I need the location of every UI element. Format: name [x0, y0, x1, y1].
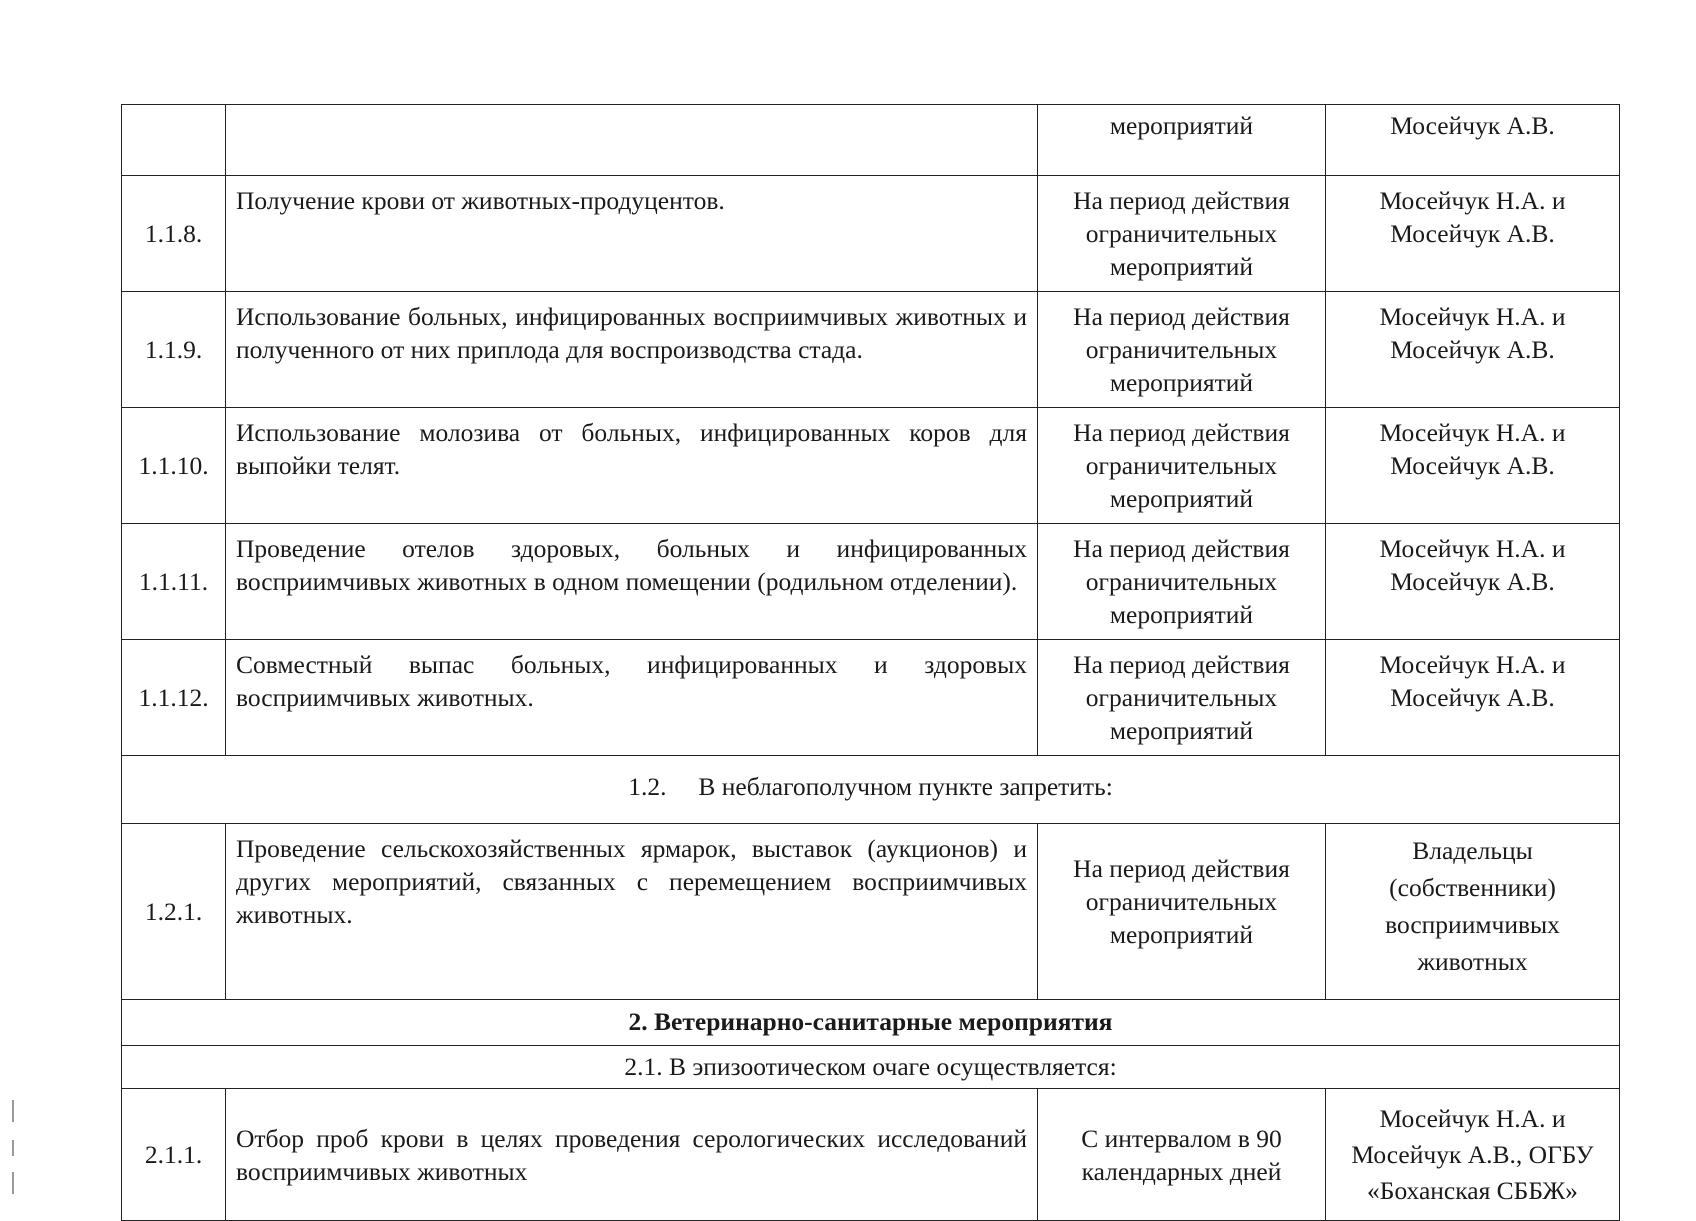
measures-table	[121, 104, 1620, 1221]
row-responsible: Мосейчук Н.А. и Мосейчук А.В.	[1326, 408, 1620, 524]
row-responsible: Мосейчук Н.А. и Мосейчук А.В.	[1326, 292, 1620, 408]
row-number: 1.1.11.	[122, 524, 226, 640]
row-responsible: Мосейчук А.В.	[1326, 105, 1620, 176]
row-number: 1.1.12.	[122, 640, 226, 756]
table-row	[122, 176, 1620, 292]
row-number	[122, 105, 226, 176]
table-row	[122, 292, 1620, 408]
section-heading-1-2: 1.2. В неблагополучном пункте запретить:	[122, 756, 1620, 824]
row-responsible: Мосейчук Н.А. и Мосейчук А.В.	[1326, 524, 1620, 640]
row-description: Проведение отелов здоровых, больных и инфицированных восприимчивых животных в одном помещении (родильном отделении).	[226, 524, 1038, 640]
scan-edge-mark	[12, 1100, 14, 1122]
row-description: Отбор проб крови в целях проведения серологических исследований восприимчивых животных	[226, 1089, 1038, 1221]
table-row	[122, 105, 1620, 176]
row-term: На период действия ограничительных мероприятий	[1038, 292, 1326, 408]
row-term: На период действия ограничительных мероприятий	[1038, 824, 1326, 1000]
row-description: Использование молозива от больных, инфицированных коров для выпойки телят.	[226, 408, 1038, 524]
row-term: На период действия ограничительных мероприятий	[1038, 640, 1326, 756]
table-row	[122, 408, 1620, 524]
row-responsible: Мосейчук Н.А. и Мосейчук А.В., ОГБУ «Боханская СББЖ»	[1326, 1089, 1620, 1221]
row-responsible: Мосейчук Н.А. и Мосейчук А.В.	[1326, 176, 1620, 292]
table-row	[122, 824, 1620, 1000]
row-description: Проведение сельскохозяйственных ярмарок, выставок (аукционов) и других мероприятий, связанных с перемещением восприимчивых животных.	[226, 824, 1038, 1000]
table-row	[122, 1089, 1620, 1221]
scan-edge-mark	[12, 1140, 14, 1156]
row-description	[226, 105, 1038, 176]
row-number: 1.1.8.	[122, 176, 226, 292]
section-heading-2-1: 2.1. В эпизоотическом очаге осуществляется:	[122, 1046, 1620, 1089]
row-number: 1.1.9.	[122, 292, 226, 408]
row-description: Совместный выпас больных, инфицированных и здоровых восприимчивых животных.	[226, 640, 1038, 756]
row-term: На период действия ограничительных мероприятий	[1038, 176, 1326, 292]
row-term: С интервалом в 90 календарных дней	[1038, 1089, 1326, 1221]
row-number: 1.2.1.	[122, 824, 226, 1000]
row-responsible: Владельцы (собственники) восприимчивых животных	[1326, 824, 1620, 1000]
section-row	[122, 756, 1620, 824]
row-responsible: Мосейчук Н.А. и Мосейчук А.В.	[1326, 640, 1620, 756]
row-description: Получение крови от животных-продуцентов.	[226, 176, 1038, 292]
table-row	[122, 640, 1620, 756]
row-term: мероприятий	[1038, 105, 1326, 176]
section-row	[122, 1046, 1620, 1089]
section-row	[122, 1000, 1620, 1046]
row-term: На период действия ограничительных мероприятий	[1038, 524, 1326, 640]
row-description: Использование больных, инфицированных восприимчивых животных и полученного от них приплода для воспроизводства стада.	[226, 292, 1038, 408]
scan-edge-mark	[12, 1172, 14, 1194]
row-term: На период действия ограничительных мероприятий	[1038, 408, 1326, 524]
row-number: 2.1.1.	[122, 1089, 226, 1221]
table-row	[122, 524, 1620, 640]
section-heading-2: 2. Ветеринарно-санитарные мероприятия	[122, 1000, 1620, 1046]
row-number: 1.1.10.	[122, 408, 226, 524]
